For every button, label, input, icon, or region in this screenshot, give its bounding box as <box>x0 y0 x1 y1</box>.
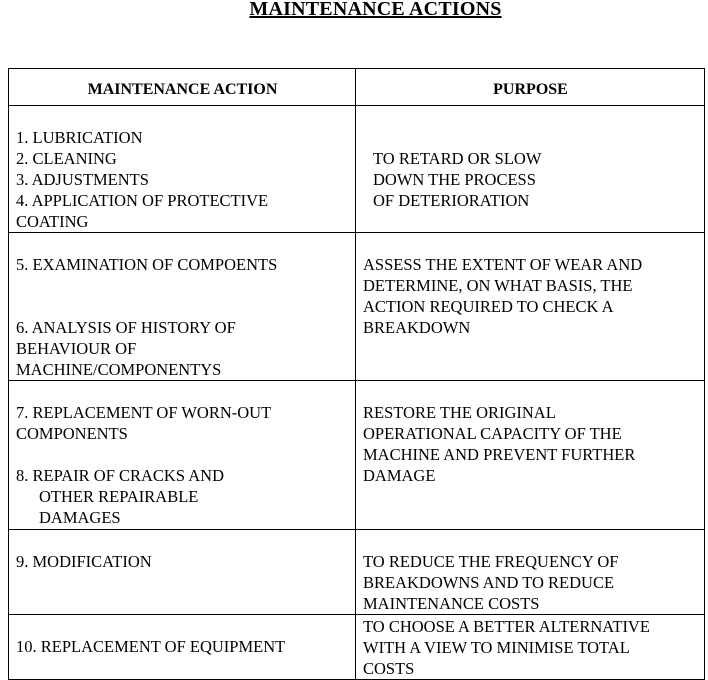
action-line: DAMAGES <box>39 508 121 527</box>
action-cell <box>9 381 356 530</box>
purpose-cell <box>356 615 705 680</box>
purpose-line: DAMAGE <box>363 466 436 485</box>
table-row <box>9 530 705 615</box>
action-cell <box>9 233 356 381</box>
purpose-cell <box>356 530 705 615</box>
purpose-line: TO CHOOSE A BETTER ALTERNATIVE <box>363 617 650 636</box>
header-maintenance-action: MAINTENANCE ACTION <box>9 69 356 106</box>
purpose-cell <box>356 106 705 233</box>
action-line: 5. EXAMINATION OF COMPOENTS <box>16 255 278 274</box>
header-purpose: PURPOSE <box>356 69 705 106</box>
table-row <box>9 615 705 680</box>
action-line: 6. ANALYSIS OF HISTORY OF <box>16 318 236 337</box>
spacer <box>16 275 349 317</box>
purpose-line: ASSESS THE EXTENT OF WEAR AND <box>363 255 643 274</box>
purpose-line: DOWN THE PROCESS <box>373 170 536 189</box>
maintenance-table <box>8 68 705 680</box>
action-line: 8. REPAIR OF CRACKS AND <box>16 466 224 485</box>
table-row <box>9 233 705 381</box>
purpose-line: OPERATIONAL CAPACITY OF THE <box>363 424 622 443</box>
action-line: BEHAVIOUR OF <box>16 339 137 358</box>
purpose-line: COSTS <box>363 659 415 678</box>
purpose-line: MAINTENANCE COSTS <box>363 594 540 613</box>
document-title: MAINTENANCE ACTIONS <box>249 0 502 20</box>
purpose-cell <box>356 381 705 530</box>
action-line: 4. APPLICATION OF PROTECTIVE <box>16 191 269 210</box>
spacer <box>16 444 349 465</box>
action-line: OTHER REPAIRABLE <box>39 487 199 506</box>
purpose-line: OF DETERIORATION <box>373 191 530 210</box>
action-line: 7. REPLACEMENT OF WORN-OUT <box>16 403 272 422</box>
purpose-line: BREAKDOWNS AND TO REDUCE <box>363 573 615 592</box>
action-line: 2. CLEANING <box>16 149 117 168</box>
action-line: 10. REPLACEMENT OF EQUIPMENT <box>16 637 286 656</box>
action-line: COATING <box>16 212 89 231</box>
purpose-line: BREAKDOWN <box>363 318 471 337</box>
action-cell <box>9 106 356 233</box>
action-line: 3. ADJUSTMENTS <box>16 170 149 189</box>
purpose-line: DETERMINE, ON WHAT BASIS, THE <box>363 276 633 295</box>
purpose-line: TO REDUCE THE FREQUENCY OF <box>363 552 619 571</box>
purpose-line: RESTORE THE ORIGINAL <box>363 403 556 422</box>
action-line: MACHINE/COMPONENTYS <box>16 360 222 379</box>
action-line: COMPONENTS <box>16 424 128 443</box>
table-row <box>9 381 705 530</box>
action-line: 9. MODIFICATION <box>16 552 152 571</box>
purpose-line: MACHINE AND PREVENT FURTHER <box>363 445 636 464</box>
table-header-row <box>9 69 705 106</box>
action-line: 1. LUBRICATION <box>16 128 143 147</box>
action-cell <box>9 530 356 615</box>
purpose-line: ACTION REQUIRED TO CHECK A <box>363 297 614 316</box>
purpose-line: WITH A VIEW TO MINIMISE TOTAL <box>363 638 630 657</box>
action-cell <box>9 615 356 680</box>
purpose-cell <box>356 233 705 381</box>
purpose-line: TO RETARD OR SLOW <box>373 149 542 168</box>
table-row <box>9 106 705 233</box>
